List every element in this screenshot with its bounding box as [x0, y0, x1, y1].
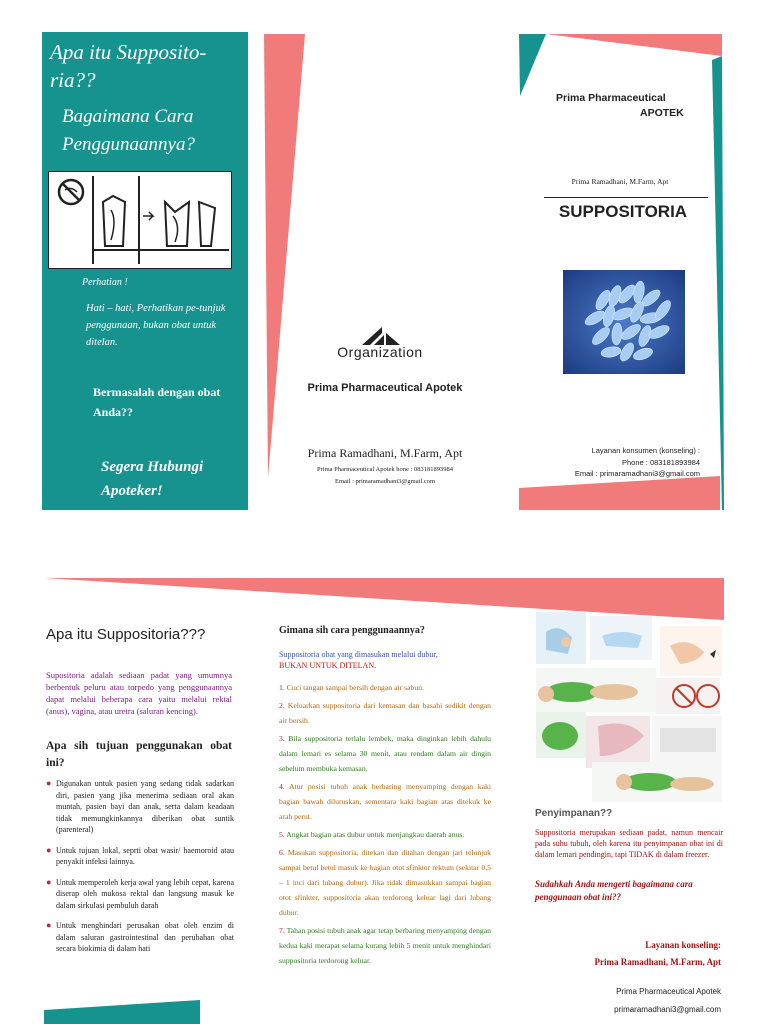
bullet-icon: ● [46, 844, 52, 855]
question-what-is: Apa itu Supposito-ria?? [50, 40, 207, 92]
pink-stripe-top-right [546, 34, 722, 56]
usage-warning: BUKAN UNTUK DITELAN. [279, 661, 377, 670]
pharmacy-phone: Prima Pharmaceutical Apotek hone : 083181893984 [317, 466, 453, 473]
question-how-to-use: Bagaimana Cara Penggunaannya? [62, 106, 195, 155]
usage-step: 5. Angkat bagian atas dubur untuk menjangkau daerah anus. [279, 830, 465, 839]
teal-corner-right [519, 34, 546, 96]
note-heading: Perhatian ! [82, 277, 128, 288]
cover-title: SUPPOSITORIA [558, 202, 688, 221]
usage-intro: Suppositoria obat yang dimasukan melalui dubur, [279, 650, 438, 659]
cover-author: Prima Ramadhani, M.Farm, Apt [571, 177, 669, 186]
usage-step: 6. Masukan suppositoria, ditekan dan ditahan dengan jari telunjuk sampai betul betul masuk ke bagian otot sfinkter rektum (sekitar 0,5 – 1 inci dari lubang dubur). Jika tidak dimasukkan sampai bagian otot sfinkter, suppositoria akan terdorong keluar lagi dari lubang dubur. [279, 848, 491, 917]
usage-step: 4. Atur posisi tubuh anak berbaring menyamping dengan kaki bagian bawah diluruskan, sementara kaki bagian atas ditekuk ke arah perut. [279, 782, 491, 821]
purpose-question: Apa sih tujuan penggunakan obat ini? [46, 740, 232, 769]
bullet-icon: ● [46, 778, 52, 788]
bullet-icon: ● [46, 920, 52, 930]
suppository-pills-photo [563, 270, 685, 374]
storage-text: Suppositoria merupakan sediaan padat, namun mencair pada suhu tubuh, oleh karena itu penyimpanan obat ini di dalam lemari pendingin, tapi TIDAK di dalam freezer. [535, 828, 723, 859]
note-text: Hati – hati, Perhatikan pe-tunjuk penggunaan, bukan obat untuk ditelan. [86, 303, 226, 348]
consultation-heading: Layanan konseling: [645, 940, 721, 950]
suppository-usage-illustration [532, 612, 724, 804]
section-what-is-title: Apa itu Suppositoria??? [46, 626, 206, 643]
title-divider [544, 197, 708, 198]
brand-line1: Prima Pharmaceutical [556, 92, 666, 104]
org-apotek: Prima Pharmaceutical Apotek [307, 382, 463, 394]
org-name: Organization [337, 344, 423, 360]
list-item: ● Untuk tujuan lokal, seprti obat wasir/ haemoroid atau penyakit infeksi lainnya. [46, 844, 234, 866]
contact-email: Email : primaramadhani3@gmail.com [574, 469, 700, 478]
footer-email: primaramadhani3@gmail.com [614, 1005, 721, 1014]
pink-stripe-bottom-right [519, 476, 720, 510]
storage-heading: Penyimpanan?? [535, 808, 613, 819]
list-item: ● Untuk menghindari perusakan obat oleh enzim di dalam saluran gastrointestinal dan perubahan obat secara biokimia di dalam hati [46, 920, 234, 953]
no-swallowing-icon [48, 171, 232, 269]
teal-edge-right [712, 56, 724, 510]
purpose-list [46, 778, 234, 964]
footer-apotek: Prima Pharmaceutical Apotek [616, 987, 721, 996]
usage-step: 3. Bila suppositoria terlalu lembek, maka dinginkan lebih dahulu dalam lemari es selama 30 menit, atau rendam dalam air dingin sebelum membuka kemasan. [279, 734, 492, 773]
call-to-action: Segera Hubungi Apoteker! [101, 459, 204, 499]
consultation-name: Prima Ramadhani, M.Farm, Apt [594, 957, 721, 967]
usage-step: 2. Keluarkan suppositoria dari kemasan dan basahi sedikit dengan air bersih. [279, 701, 491, 725]
usage-step: 7. Tahan posisi tubuh anak agar tetap berbaring menyamping dengan kedua kaki merapat selama kurang lebih 5 menit untuk menghindari suppositoria terdorong keluar. [279, 926, 491, 965]
pharmacy-email: Email : primaramadhani3@gmail.com [334, 478, 436, 485]
usage-steps [279, 680, 491, 971]
pharmacist-name: Prima Ramadhani, M.Farm, Apt [307, 446, 463, 460]
list-item: ● Untuk memperoleh kerja awal yang lebih cepat, karena diserap oleh mukosa rektal dan langsung masuk ke dalam sirkulasi pembuluh darah [46, 876, 234, 910]
how-to-use-question: Gimana sih cara penggunaannya? [279, 625, 425, 636]
pink-wedge-middle [264, 34, 305, 478]
contact-phone: Phone : 083181893984 [622, 458, 700, 467]
list-item: ● Digunakan untuk pasien yang sedang tidak sadarkan diri, pasien yang jika menerima sediaan oral akan muntah, pasien bayi dan anak, serta dalam keadaan tidak memungkinkannya diberikan obat suntik (parenteral) [46, 778, 234, 834]
bullet-icon: ● [46, 876, 52, 887]
understanding-question: Sudahkah Anda mengerti bagaimana cara penggunaan obat ini?? [535, 879, 693, 902]
brand-line2: APOTEK [640, 107, 684, 119]
usage-step: 1. Cuci tangan sampai bersih dengan air sabun. [279, 683, 424, 692]
contact-service: Layanan konsumen (konseling) : [591, 446, 700, 455]
teal-corner-bottom-left [44, 1000, 200, 1024]
problem-text: Bermasalah dengan obat Anda?? [93, 385, 221, 419]
definition-text: Supositoria adalah sediaan padat yang umumnya berbentuk peluru atau torpedo yang penggunaannya dapat melalui beberapa cara yaitu melalui rektal (anus), vagina, atau uretra (saluran kencing). [46, 670, 232, 716]
